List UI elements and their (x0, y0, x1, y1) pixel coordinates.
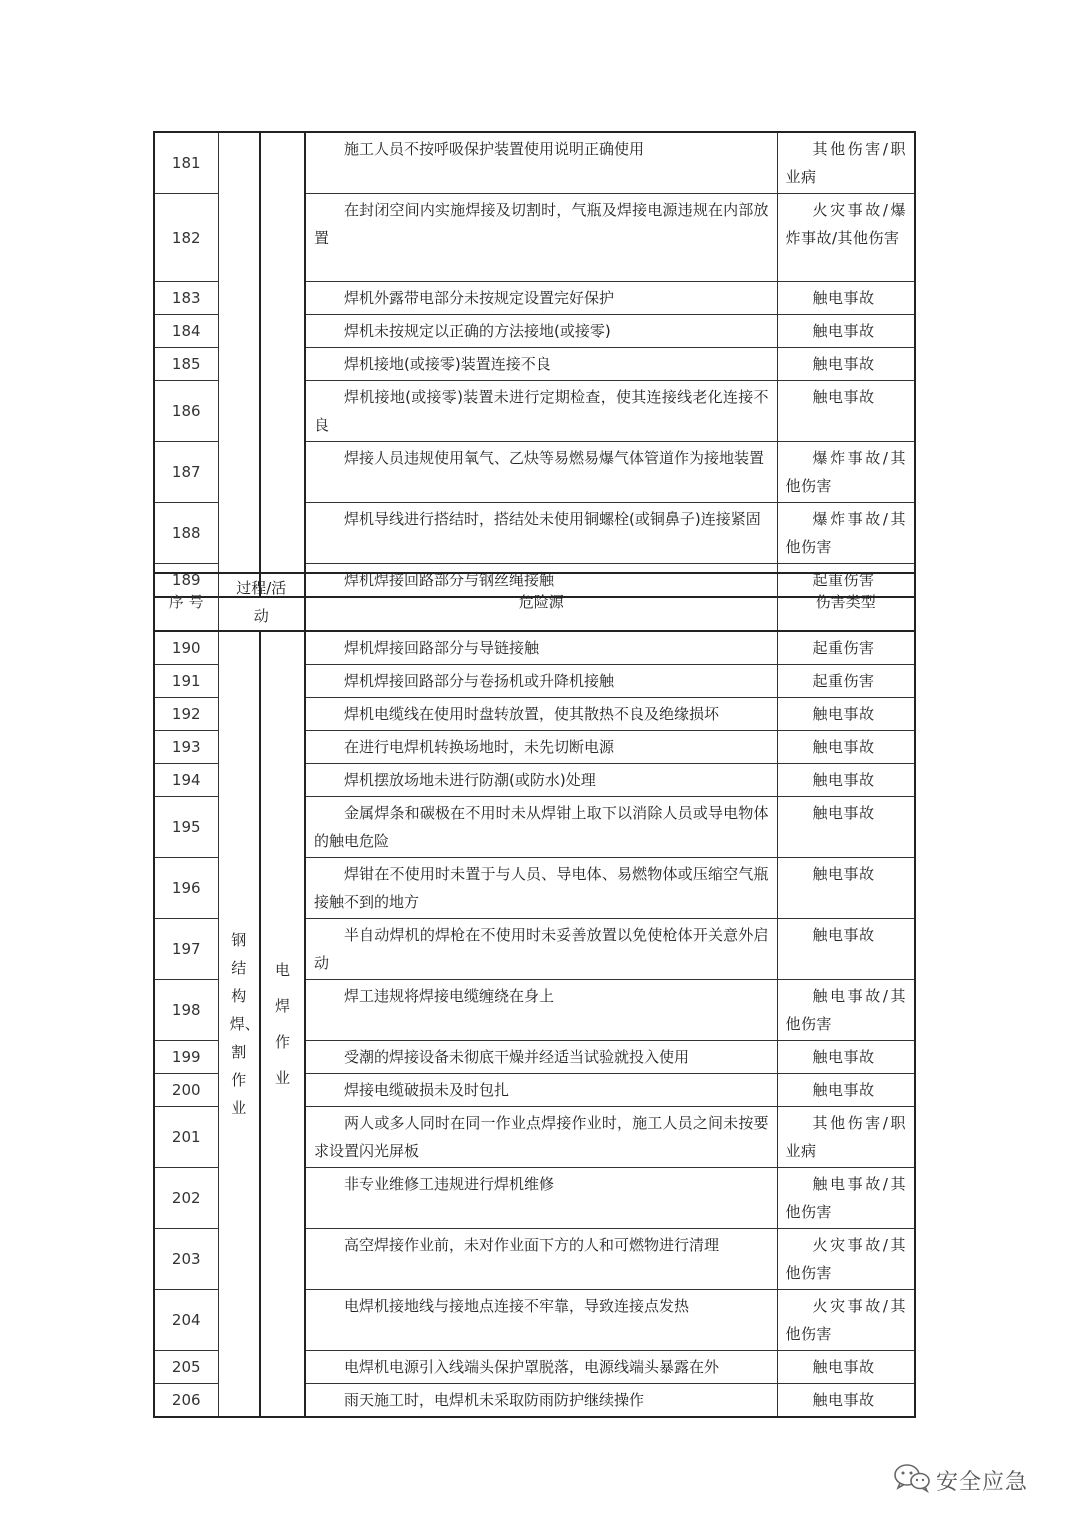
injury-type: 火灾事故/爆炸事故/其他伤害 (777, 194, 915, 282)
process-cell (218, 631, 260, 1417)
row-number: 204 (154, 1290, 218, 1351)
table-header (154, 573, 915, 631)
injury-type: 其他伤害/职业病 (777, 1107, 915, 1168)
injury-type: 触电事故 (777, 764, 915, 797)
hazard-text: 焊机电缆线在使用时盘转放置，使其散热不良及绝缘损坏 (305, 698, 777, 731)
injury-type: 触电事故/其他伤害 (777, 1168, 915, 1229)
injury-type: 触电事故/其他伤害 (777, 980, 915, 1041)
hazard-text: 受潮的焊接设备未彻底干燥并经适当试验就投入使用 (305, 1041, 777, 1074)
row-number: 188 (154, 503, 218, 564)
hazard-table-part1 (153, 131, 916, 598)
sub-activity-label: 电焊作业 (274, 961, 290, 1087)
header-process: 过程/活动 (218, 573, 305, 631)
injury-type: 起重伤害 (777, 665, 915, 698)
injury-type: 触电事故 (777, 1384, 915, 1418)
row-number: 189 (154, 564, 218, 598)
hazard-text: 焊机摆放场地未进行防潮(或防水)处理 (305, 764, 777, 797)
row-number: 197 (154, 919, 218, 980)
hazard-text: 焊接人员违规使用氧气、乙炔等易燃易爆气体管道作为接地装置 (305, 442, 777, 503)
hazard-text: 非专业维修工违规进行焊机维修 (305, 1168, 777, 1229)
injury-type: 触电事故 (777, 282, 915, 315)
hazard-text: 焊工违规将焊接电缆缠绕在身上 (305, 980, 777, 1041)
row-number: 182 (154, 194, 218, 282)
row-number: 194 (154, 764, 218, 797)
row-number: 196 (154, 858, 218, 919)
row-number: 184 (154, 315, 218, 348)
hazard-text: 电焊机电源引入线端头保护罩脱落，电源线端头暴露在外 (305, 1351, 777, 1384)
injury-type: 触电事故 (777, 1074, 915, 1107)
injury-type: 爆炸事故/其他伤害 (777, 503, 915, 564)
injury-type: 触电事故 (777, 1041, 915, 1074)
table-row (154, 132, 915, 194)
row-number: 186 (154, 381, 218, 442)
row-number: 193 (154, 731, 218, 764)
hazard-text: 焊机焊接回路部分与钢丝绳接触 (305, 564, 777, 598)
hazard-text: 焊机未按规定以正确的方法接地(或接零) (305, 315, 777, 348)
header-number: 序 号 (154, 573, 218, 631)
hazard-text: 焊机导线进行搭结时，搭结处未使用铜螺栓(或铜鼻子)连接紧固 (305, 503, 777, 564)
hazard-text: 焊机外露带电部分未按规定设置完好保护 (305, 282, 777, 315)
row-number: 190 (154, 631, 218, 665)
hazard-text: 焊机接地(或接零)装置连接不良 (305, 348, 777, 381)
table-row (154, 631, 915, 665)
hazard-text: 高空焊接作业前，未对作业面下方的人和可燃物进行清理 (305, 1229, 777, 1290)
row-number: 201 (154, 1107, 218, 1168)
hazard-table-part2 (153, 572, 916, 1418)
hazard-text: 半自动焊机的焊枪在不使用时未妥善放置以免使枪体开关意外启动 (305, 919, 777, 980)
process-cell (218, 132, 260, 597)
hazard-text: 在封闭空间内实施焊接及切割时，气瓶及焊接电源违规在内部放置 (305, 194, 777, 282)
hazard-text: 焊钳在不使用时未置于与人员、导电体、易燃物体或压缩空气瓶接触不到的地方 (305, 858, 777, 919)
injury-type: 触电事故 (777, 858, 915, 919)
header-hazard: 危险源 (305, 573, 777, 631)
hazard-text: 电焊机接地线与接地点连接不牢靠，导致连接点发热 (305, 1290, 777, 1351)
hazard-text: 金属焊条和碳极在不用时未从焊钳上取下以消除人员或导电物体的触电危险 (305, 797, 777, 858)
injury-type: 触电事故 (777, 315, 915, 348)
injury-type: 爆炸事故/其他伤害 (777, 442, 915, 503)
brand-name: 安全应急 (936, 1469, 1029, 1495)
row-number: 202 (154, 1168, 218, 1229)
sub-activity-cell (260, 631, 305, 1417)
injury-type: 触电事故 (777, 731, 915, 764)
injury-type: 触电事故 (777, 698, 915, 731)
row-number: 183 (154, 282, 218, 315)
injury-type: 触电事故 (777, 348, 915, 381)
row-number: 185 (154, 348, 218, 381)
hazard-text: 在进行电焊机转换场地时，未先切断电源 (305, 731, 777, 764)
row-number: 192 (154, 698, 218, 731)
injury-type: 触电事故 (777, 797, 915, 858)
injury-type: 触电事故 (777, 919, 915, 980)
row-number: 200 (154, 1074, 218, 1107)
hazard-text: 雨天施工时，电焊机未采取防雨防护继续操作 (305, 1384, 777, 1418)
injury-type: 起重伤害 (777, 564, 915, 598)
injury-type: 触电事故 (777, 1351, 915, 1384)
hazard-text: 焊接电缆破损未及时包扎 (305, 1074, 777, 1107)
hazard-text: 焊机接地(或接零)装置未进行定期检查，使其连接线老化连接不良 (305, 381, 777, 442)
row-number: 199 (154, 1041, 218, 1074)
watermark (892, 1462, 1028, 1498)
row-number: 198 (154, 980, 218, 1041)
hazard-text: 两人或多人同时在同一作业点焊接作业时，施工人员之间未按要求设置闪光屏板 (305, 1107, 777, 1168)
row-number: 181 (154, 132, 218, 194)
row-number: 195 (154, 797, 218, 858)
injury-type: 触电事故 (777, 381, 915, 442)
hazard-text: 施工人员不按呼吸保护装置使用说明正确使用 (305, 132, 777, 194)
row-number: 187 (154, 442, 218, 503)
process-label: 钢结构焊、割作业 (229, 931, 260, 1117)
wechat-icon (892, 1462, 932, 1498)
sub-activity-cell (260, 132, 305, 597)
hazard-text: 焊机焊接回路部分与卷扬机或升降机接触 (305, 665, 777, 698)
injury-type: 起重伤害 (777, 631, 915, 665)
row-number: 206 (154, 1384, 218, 1418)
injury-type: 火灾事故/其他伤害 (777, 1229, 915, 1290)
row-number: 203 (154, 1229, 218, 1290)
header-type: 伤害类型 (777, 573, 915, 631)
injury-type: 其他伤害/职业病 (777, 132, 915, 194)
injury-type: 火灾事故/其他伤害 (777, 1290, 915, 1351)
row-number: 205 (154, 1351, 218, 1384)
hazard-text: 焊机焊接回路部分与导链接触 (305, 631, 777, 665)
row-number: 191 (154, 665, 218, 698)
